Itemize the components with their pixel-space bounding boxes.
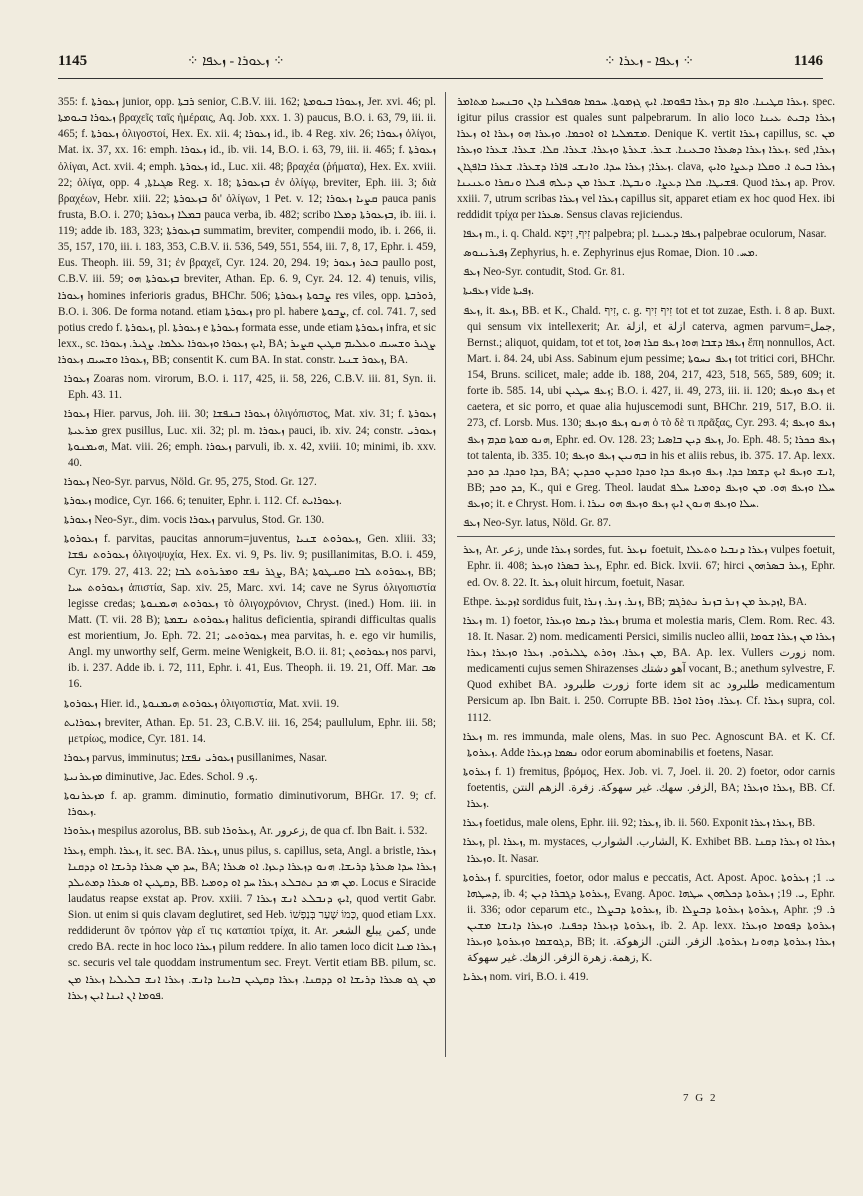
dictionary-entry: ܙܥܦܐ m., i. q. Chald. זִיף, זִיפָא palpebra; pl. ܙܥܦܐ ܕܥܝܢܐ palpebrae oculorum, Nasar.	[463, 228, 827, 240]
dictionary-entry: ܙܥܘܪܘܬܐ f. parvitas, paucitas annorum=juventus, ܙܥܘܪܘܬ ܫܢܝܐ, Gen. xliii. 33; ܙܥܘܪܘܬ ܢܦܫܐ ὀλιγοψυχία, Hex. Ex. vi. 9, Ps. liv. 9; pusillanimitas, B.O. i. 459, Cyr. 179. 27, 413. 22; ܨܓܪ ܢܦܫ ܘܡܪܝܪܘܬ ܠܒܐ, BA; ܙܥܘܪܘܬ ܠܒܐ ܘܩܢܛܘܬܐ, BB; ܙܥܘܪܘܬ ܚܝܐ ἀπιστία, Sap. xiv. 25, Marc. xvi. 14; cave ne Syrus ὀλιγοπιστία legisse credas; ܙܥܘܪܘܬ ܗܝܡܢܘܬܐ τὸ ὀλιγοχρόνιον, Chryst. (ined.) Hom. iii. in Matt. (T. vii. 28 B); ܙܥܘܪܘܬ ܢܫܡܬܐ halitus deficientia, spirandi difficultas qualis est morientium, Jo. Eph. 72. 21; ܙܥܘܪܘܬܝ mea parvitas, h. e. ego vir humilis, Angl. my unworthy self, Germ. meine Wenigkeit, B.O. ii. 81; ܙܥܘܪܘܬܢ nos parvi, ib. i. 237. Adde ib. i. 72, 111, Ephr. i. 41, Eus. Theoph. ii. 19. 21, Off. Mar. ܣܒ 16.	[64, 533, 436, 691]
dictionary-entry: ܙܥܪܐ m. res immunda, male olens, Mas. in suo Pec. Agnoscunt BA. et K. Cf. ܙܥܪܘܬܐ. Adde ܢܣܡܐ ܕܙܥܪܐ odor eorum abominabilis et foetens, Nasar.	[463, 730, 835, 759]
dictionary-entry: ܙܦܝܪܝܢܘܣ Zephyrius, h. e. Zephyrinus ejus Romae, Dion. ܡܚ. 10.	[463, 247, 758, 260]
right-column	[457, 94, 835, 1079]
printer-signature: 7 G 2	[683, 1092, 718, 1104]
left-page-number: 1145	[58, 52, 88, 69]
dictionary-entry: ܙܥܪܘܬܐ f. spurcities, foetor, odor malus e peccatis, Act. Apost. Apoc. ܝ. 1; ܙܥܪܘܬܐ ܕܚܛܗܐ, ib. 4; ܙܥܪܘܬܐ ܕܓܒܪܐ ܕܝܢ, Evang. Apoc. ܝ. 19; ܙܥܪܘܬܐ ܕܟܠܗܘܢ ܚܛܗܐ, Ephr. ii. 336; odor ceparum etc., ܙܥܪܘܬܐ ܕܒܨܠܐ, ib. ܙܥܪܘܬܐ ܙܥܪܘܬܐ ܕܒܨܠܐ, Aphr. ܪ. 9; ܙܥܪܘܬܐ ܕܙܥܪܐ ܕܟܦܢܐ. ܘܙܥܪܐ ܕܐܢܫܐ ܡܫܝܢ, ib. 2. Ap. lexx. ܙܥܪܘܬܐ ܕܦܘܡܐ ܘܙܥܪܐ ܕܓܘܫܡܐ ܘܙܥܪܘܬܐ ܘܙܥܪܐ, BB; it. ܙܥܪܐ ܙܥܪܘܬܐ ܕܗܘܢܐ ܙܥܪܘܬܐ. الزفر. النتن. الزهوكة. زهمة. زهرة الزفر. الزهك. غير سهوكة, K.	[463, 871, 835, 965]
dictionary-entry: ܙܥܘܪܐ parvus, imminutus; ܙܥܘܪܝ ܢܦܫܐ pusillanimes, Nasar.	[64, 751, 328, 764]
column-divider	[445, 92, 446, 1057]
dictionary-entry: ܙܥܪ, Ar. زعر, unde ܙܥܪܐ sordes, fut. ܢܙܥܪ foetuit, ܙܥܪܐ ܕܢܒܝܐ ܘܬܥܠܐ vulpes foetuit, Ephr. ii. 408; ܙܥܪ ܒܣܪܐ ܘܙܥܪ, Ephr. ed. Bick. lxvii. 67; hirci ܙܥܪ ܒܣܪܗܘܢ, Ephr. ed. Ov. 8. 22. It. ܙܥܪ oluit hircum, foetuit, Nasar.	[463, 544, 835, 589]
right-page-number: 1146	[793, 52, 823, 69]
dictionary-entry: ܙܥܦ Neo-Syr. latus, Nöld. Gr. 87.	[463, 517, 612, 530]
page-header	[58, 50, 823, 72]
left-column	[58, 94, 436, 1079]
dictionary-entry: ܙܥܪܐ ܩܛܝܢܐ. ܘܐܦ ܕܡ ܙܥܪܐ ܒܦܘܡܐ. ܐܝܟ ܓܙܡܘܬܐ. ܚܟܡܐ ܣܘܦܠܢܐ ܕܐܢ ܘܒܢܚܝܐ ܡܬܐܡܪ. spec. igitur pilus crassior est quales sunt palpebrarum. In alio loco ܙܥܪܐ ܕܒܝܬ ܥܝܢܐ ܡܫܡܠܝܐ ܐܘ ܐܘܟܡܐ. ܘܙܥܪܐ ܗܘ ܙܥܪܐ ܐܘ ܙܥܪܐ. Denique K. vertit ܙܥܪܐ capillus, sc. ܡܢ ܙܥܪܐ ܙܥܪܐ ܕܣܥܪܐ ܘܒܥܝܢܐ. ܫܥܪ. ܫܥܪܬܐ ܘܙܥܪܐ. ܫܥܪܐ. ܩܠܐ. ܫܥܪܐ. ܫܥܪܐ ܘܙܥܪܐ. sed ܙܥܪܐ, ܙܥܪܐ; ܙܥܪܐ ܚܕܐ. ܘܐܢܫܝ ܦܐܪܐ ܕܫܥܪܐ. ܫܥܪܐ ܒܐܦܓܐܢ. clava, ܙܥܪܐ ܒܝܬ ܐ. ܘܩܠܐ ܕܥܨܐ ܘܐܝܟ ܦܫܝܛܐ. ܩܠܐ ܕܥܨܐ. ܘܢܒܛܐ. ܫܥܪܐ ܡܢ ܕܝܠܗ ܦܝܠܐ ܘܢܩܪܐ ܘܥܢܝܢܐ. Quod ܙܥܪܐ ap. Prov. xxiii. 7, utrum scribas ܙܥܪܐ vel ܙܥܪܐ capillus sit, apparet etiam ex hoc quod Hex. ibi reddidit τρίχα per ܣܥܪܐ. Sensus clavas rejiciendus.	[457, 96, 835, 221]
header-rule	[58, 78, 823, 79]
dictionary-entry: Ethpe. ܐܙܕܥܪ sordidus fuit, ܙܢܪ. ܙܢܪ. ܙܢܪܐ, BB; ܐܙܕܥܪ ܡܢ ܙܢܪ ܒܙܢܪ ܢܬܪܓܡ, BA.	[463, 595, 807, 608]
dictionary-entry: ܙܥܦ Neo-Syr. contudit, Stod. Gr. 81.	[463, 266, 625, 279]
dictionary-entry: 355: f. ܙܥܘܪܬܐ junior, opp. ܪܒܬܐ senior, C.B.V. iii. 162; ܙܥܘܪܐ ܒܝܘܡܬܐ, Jer. xvi. 46; pl. ܙܥܘܪܐ ܒܝܘܡܬܐ βραχεῖς ταῖς ἡμέραις, Aq. Job. xxx. 1. 3) paucus, B.O. i. 63, 79, iii. ii. 465; f. ܙܥܘܪܬܐ ὀλιγοστοί, Hex. Ex. xii. 4; ܙܥܘܪܐ id., ib. 4 Reg. xiv. 26; ܙܥܘܪܐ ὀλίγοι, Mat. ix. 37, xx. 16: emph. ܙܥܘܪܐ id., ib. vii. 14, B.O. i. 63, 79, iii. ii. 465; f. ܙܥܘܪܬܐ ὀλίγαι, Act. xvii. 4; emph. ܙܥܘܪܬܐ id., Luc. xii. 48; βραχέα (ῥήματα), Hex. Ex. xviii. 22; ὀλίγα, opp. ܣܓܝܐܬܐ, 4 Reg. x. 18; ܒܙܥܘܪܬܐ ἐν ὀλίγῳ, breviter, Eph. iii. 3; διὰ βραχέων, Hebr. xiii. 22; ܒܙܥܘܪܬܐ δι' ὀλίγων, 1 Pet. v. 12; ܩܨܝܐ ܙܥܘܪܐ pauca panis frusta, B.O. i. 270; ܒܡܠܐ ܙܥܘܪܬܐ pauca verba, ib. 482; scribo ܒܙܥܘܪܬܐ ܕܡܠܐ, ib. iii. i. 119; adde ib. 183, 323; ܒܙܥܘܪܬܐ summatim, breviter, compendii modo, ib. i. 266, ii. 35, 157, 170, iii. i. 183, 353, C.B.V. ii. 536, 549, 551, 554, iii. 7, 8, 17, Ephr. i. 459, Eus. Theoph. iii. 59, 31; ἐν βραχεῖ, Cyr. 124. 20, 294. 19; ܒܬܪ ܙܥܘܪ paullo post, C.B.V. iii. 59; ܒܙܥܘܪܬܐ ܗܘ breviter, Athan. Ep. 6. 9, Cyr. 24. 12. 4) tenuis, vilis, ܙܥܘܪܐ homines inferioris gradus, BHChr. 506; ܨܒܘܬܐ ܙܥܘܪܬܐ res viles, opp. ܪܘܪܒܬܐ, B.O. i. 306. De forma notand. etiam ܙܥܘܪܬܐ pro pl. habere ܨܒܘܬܐ, cf. col. 741. 7, sed potius credo f. ܙܥܘܪܬܐ, pl. ܙܥܘܪܬܐ e ܙܥܘܪܬܐ formata esse, unde etiam ܙܥܘܪܬܐ infra, et sic lexx., sc. ܐܝܟ ܙܥܘܪܐ ܘܙܥܘܪܐ ܥܠܡܐ. ܨܓܝܪ. ܙܥܘܪܐ, BA; ܨܓܝܪ ܘܫܚܝܩ ܘܥܠܝܡ ܩܛܝܢ ܩܨܝܪ ܙܥܘܪܐ ܘܫܚܝܩ ܙܥܘܪܐ, BB; consentit K. cum BA. In stat. constr. ܙܥܘܪ ܫܢܝܐ, BA.	[58, 96, 436, 366]
dictionary-entry: ܙܥܘܪܘܬܐ Hier. id., ܙܥܘܪܘܬ ܗܝܡܢܘܬܐ ὀλιγοπιστία, Mat. xvii. 19.	[64, 697, 340, 710]
dictionary-entry: ܡܙܥܪܢܘܬܐ f. ap. gramm. diminutio, formatio diminutivorum, BHGr. 17. 9; cf. ܙܥܘܪܐ.	[64, 790, 436, 819]
dictionary-entry: ܙܥܘܪܬܐ Neo-Syr., dim. vocis ܙܥܘܪܐ parvulus, Stod. Gr. 130.	[64, 514, 325, 527]
dictionary-entry: ܙܥܪܘܪܐ mespilus azorolus, BB. sub ܙܥܪܘܪܐ, Ar. زعرور, de qua cf. Ibn Bait. i. 532.	[64, 825, 428, 838]
left-running-title: ⁘ ܙܥܘܪܐ - ܙܥܦܐ ⁘	[186, 53, 285, 69]
dictionary-entry: ܙܥܪܐ m. 1) foetor, ܙܥܪܐ ܕܝܡܐ ܘܙܥܪܐ bruma et molestia maris, Clem. Rom. Rec. 43. 18. It. Nasar. 2) nom. medicamenti Persici, similis nucleo allii, ܙܥܪܐ ܡܢ ܙܥܪܐ ܫܘܡܐ ܡܢ ܙܥܪܐ. ܙܘܪܬ ܛܠܝܪܘܕ. ܙܥܪܐ ܘܙܥܪܐ ܙܥܪܐ, BA. Ap. lex. Vullers زورت nom. medicamenti cujus semen Shirazenses آهو دشتك vocant, B.; anethum sylvestre, F. Quod exhibet BA. زورت طلبرود forte idem sit ac طلبرود medicamentum Persicum ap. Ibn Bait. i. 250. Corrupte BB. ܙܥܪܐ. ܙܘܪܐ ܐܘܪܐ. Cf. ܙܥܪܐ supra, col. 1112.	[463, 614, 835, 724]
entry-separator	[457, 536, 835, 537]
dictionary-entry: ܙܥܪܐ foetidus, male olens, Ephr. iii. 92; ܙܥܪܐ, ib. ii. 560. Exponit ܙܥܪܐ ܙܥܪܐ, BB.	[463, 817, 816, 830]
dictionary-entry: ܙܥܘܪܐܝܬ breviter, Athan. Ep. 51. 23, C.B.V. iii. 16, 254; paullulum, Ephr. iii. 58; μετρίως, modice, Cyr. 181. 14.	[64, 716, 436, 745]
dictionary-entry: ܡܙܥܪܢܝܬܐ diminutive, Jac. Edes. Schol. ܟ. 9.	[64, 771, 258, 783]
dictionary-entry: ܙܥܘܪܐ Zoaras nom. virorum, B.O. i. 117, 425, ii. 58, 226, C.B.V. iii. 81, Syn. ii. Eph. 43. 11.	[64, 373, 436, 402]
dictionary-entry: ܙܥܪܐ, pl. ܙܥܪܐ, m. mystaces, الشارب. الشوارب, K. Exhibet BB. ܙܥܪܐ ܐܘ ܙܥܪܐ ܕܩܢܐ ܘܙܥܪܐ. It. Nasar.	[463, 836, 835, 865]
dictionary-entry: ܙܥܘܪܐ Hier. parvus, Joh. iii. 30; ܙܥܘܪܐ ܒܢܦܫܐ ὀλιγόπιστος, Mat. xiv. 31; f. ܙܥܘܪܬܐ ܡܪܥܝܬܐ grex pusillus, Luc. xii. 32; pl. m. ܙܥܘܪܐ pauci, ib. xiv. 24; constr. ܙܥܘܪܝ ܗܝܡܢܘܬܐ, Mat. viii. 26; emph. ܙܥܘܪܐ parvuli, ib. x. 42, xviii. 10; minimi, ib. xxv. 40.	[64, 408, 436, 469]
dictionary-entry: ܙܥܦܝܬܐ vide ܙܦܝܬܐ.	[463, 285, 534, 298]
dictionary-entry: ܙܥܘܪܐ Neo-Syr. parvus, Nöld. Gr. 95, 275, Stod. Gr. 127.	[64, 475, 317, 488]
dictionary-entry: ܙܥܘܪܬܐ modice, Cyr. 166. 6; tenuiter, Ephr. i. 112. Cf. ܙܥܘܪܐܝܬ.	[64, 495, 342, 507]
dictionary-entry: ܙܥܦ, it. ܙܥܦ, BB. et K., Chald. זִיף, c. g. זִיף זִיף tot et tot zuzae, Esth. i. 8 ap. Buxt. qui sensum vix intellexerit; Ar. ازلة, et ازلة caterva, agmen parvum=جمل, Bernst.; aliquot, quidam, tot et tot, ܙܥܦܐ ܕܫܒܐ ܗܘܐ ܙܥܦ ܩܪܐ ܗܘܐ ἔπη nonnullos, Act. Mart. i. 84. 24, ubi Ass. Sabinum ejum pessime; ܙܥܦ ܢܚܘܬܐ tot tritici cori, BHChr. 154, Bruns. scilicet, male; adde ib. 188, 204, 217, 423, 518, 565, 589, 609; it. forte ib. 585. 14, ubi ܙܥܦ ܚܛܝܢ; B.O. i. 427, ii. 49, 273, iii. ii. 120; ܙܥܦ ܘܙܥܦ et caetera, et sic porro, et quae alia hujuscemodi sunt, BHChr. 219, 517, B.O. ii. 273, cf. Lorsb. Mus. 130; ܗܢܘ ܙܥܦ ܘܙܥܦ ὁ τὸ δὲ τι πρᾶξας, Cyr. 293. 4; ܙܥܦ ܘܙܥܦ ܗܢܘ ܡܘܬܐ ܩܕܡ ܙܥܦ, Ephr. ed. Ov. 128. 23; ܙܥܦ ܕܝܢ ܒܐܣܝܐ, Jo. Eph. 48. 5; ܙܥܦ ܟܟܪܐ tot talenta, ib. 335. 10; ܒܗܢܝܢ ܙܥܦ ܘܙܥܦ in his et aliis rebus, ib. 375. 17. Ap. lexx. ܟܕܐ ܘܟܕܐ. ܟܕ ܘܟܕ, BA; ܐܢܫ ܘܙܥܦ ܐܝܟ ܕܫܡܐ ܟܕܐ. ܙܥܦ ܘܙܥܦ ܟܕܐ ܘܟܕܐ ܘܟܕܝܢ ܘܟܕܝܢ, BB; ܟܕ ܘܟܕ, K., qui e Greg. Theol. laudat ܚܠܐ ܘܙܥܦ ܗܘ. ܡܢ ܘܙܥܦ ܕܘܡܝܐ ܚܠܦ ܘܙܥܦ; it. e Chryst. Hom. i. ܚܠܐ ܘܙܥܦ ܗܢܘܢ ܐܝܟ ܙܥܦ ܘܙܥܦ ܗܘ ܢܝܪܐ.	[463, 304, 835, 510]
dictionary-entry: ܙܥܪܝܐ nom. viri, B.O. i. 419.	[463, 971, 589, 984]
dictionary-entry: ܙܥܪܐ, emph. ܙܥܪܐ, it. sec. BA. ܙܥܪܐ, unus pilus, s. capillus, seta, Angl. a bristle, ܙܥܪܐ ܚܕ ܡܢ ܣܥܪܐ ܕܪܝܫܐ ܐܘ ܕܕܩܢܐ, BA; ܙܥܪܐ ܚܕܐ ܣܥܪܬܐ ܕܪܝܫܐ. ܗܢܘ ܕܙܥܪܐ ܕܥܙܐ. ܐܘ ܣܥܪܐ ܕܩܛܝܢ ܐܘ ܣܥܪܐ ܕܡܬܝܠܕ, BB. ܡܢ ܗܝ ܟܕ ܢܬܒܠܥ ܙܥܪܐ ܚܕ ܐܘ ܕܘܡܝܐ. Locus e Siracide laudatus reapse exstat ap. Prov. xxiii. 7 ܐܝܟ ܕܢܒܠܥ ܐܢܫ ܙܥܪܐ, quod vertit Gabr. Sion. ut enim si quis clavam deglutiret, sed Heb. כְּמוֹ שָׁעַר בְּנַפְשׁוֹ, quod etiam Lxx. reddiderunt ὃν τρόπον γὰρ εἴ τις καταπίοι τρίχα, it. Ar. كمن يبلع الشعر, unde credo BA. recte in hoc loco ܙܥܪܐ pilum reddere. In alio tamen loco dicit ܙܥܪܐ ܡܢܐ sc. securis vel tale quoddam instrumentum sec. Freyt. Vertit etiam BB. pilum, sc. ܡܢ ܓܘ ܣܥܪܐ ܕܪܝܫܐ ܐܘ ܕܕܩܢܐ. ܙܥܪܐ ܕܩܛܝܢ ܒܐܝܢܐ ܕܐܢܫ. ܙܥܪܐ ܐܢܫ ܒܠܝܠܝܐ ܙܥܪܐ ܡܢ ܦܘܡܐ ܐܢ ܐܝܢܐ ܐܝܢ ܙܥܪܐ.	[64, 844, 436, 1002]
dictionary-entry: ܙܥܪܘܬܐ f. 1) fremitus, βρόμος, Hex. Job. vi. 7, Joel. ii. 20. 2) foetor, odor carnis foetentis, الزفر. سهك. غير سهوكة. زفرة. الزهم النتن, BA; ܙܥܪܐ ܘܙܥܪܐ, BB. Cf. ܙܥܪܐ.	[463, 765, 835, 811]
right-running-title: ⁘ ܙܥܦܐ - ܙܥܪܐ ⁘	[603, 53, 695, 69]
